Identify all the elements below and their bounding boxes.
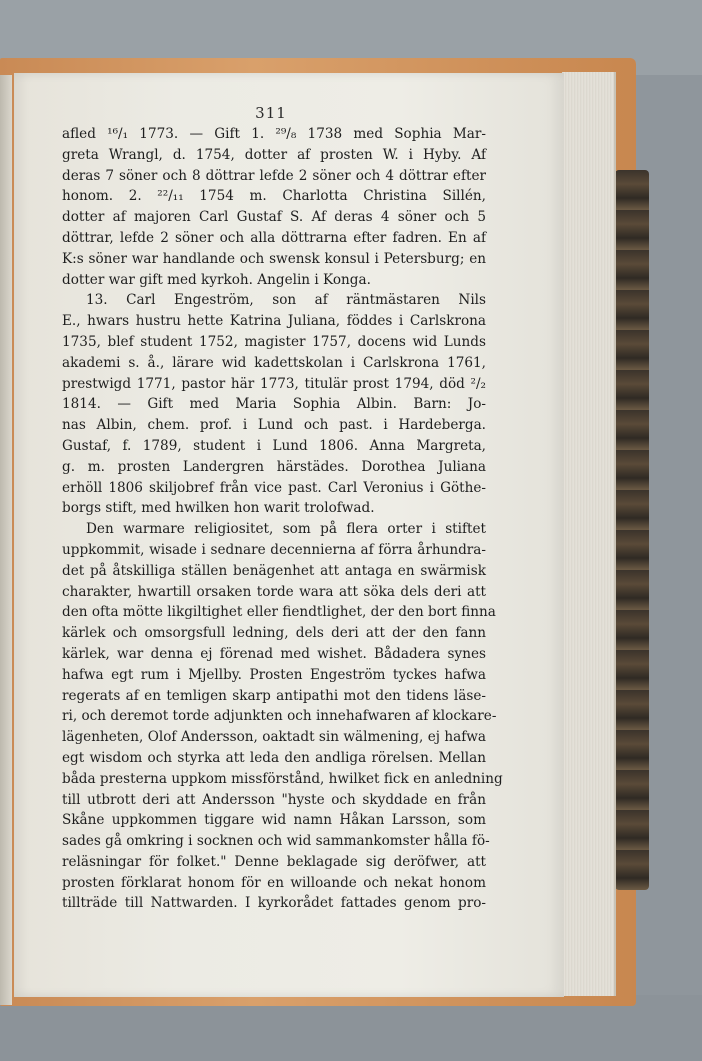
text-line: sades gå omkring i socknen och wid sammankomster hålla fö- [62, 833, 490, 850]
text-line: den ofta mötte likgiltighet eller fiendtlighet, der den bort finna [62, 604, 496, 621]
text-line: Gustaf, f. 1789, student i Lund 1806. Anna Margreta, [62, 437, 486, 454]
text-line: charakter, hwartill orsaken torde wara att söka dels deri att [62, 583, 486, 600]
text-line: hafwa egt rum i Mjellby. Prosten Engeström tyckes hafwa [62, 666, 486, 683]
text-line: g. m. prosten Landergren härstädes. Dorothea Juliana [62, 458, 486, 475]
text-line: dotter war gift med kyrkoh. Angelin i Konga. [62, 271, 371, 288]
text-line: erhöll 1806 skiljobref från vice past. Carl Veronius i Göthe- [62, 479, 486, 496]
text-line: kärlek, war denna ej förenad med wishet. Bådadera synes [62, 645, 486, 662]
text-line: ri, och deremot torde adjunkten och innehafwaren af klockare- [62, 708, 497, 725]
text-line: greta Wrangl, d. 1754, dotter af prosten W. i Hyby. Af [62, 146, 486, 163]
text-line: borgs stift, med hwilken hon warit trolofwad. [62, 500, 375, 517]
text-line: 13. Carl Engeström, son af räntmästaren Nils [86, 292, 486, 309]
text-line: deras 7 söner och 8 döttrar lefde 2 söner och 4 döttrar efter [62, 167, 486, 184]
marbled-edge [615, 170, 649, 890]
text-line: nas Albin, chem. prof. i Lund och past. i Hardeberga. [62, 417, 486, 434]
text-line: lägenheten, Olof Andersson, oaktadt sin wälmening, ej hafwa [62, 729, 486, 746]
text-line: regerats af en temligen skarp antipathi mot den tidens läse- [62, 687, 486, 704]
left-page-edge [0, 75, 12, 1005]
text-line: Den warmare religiositet, som på flera orter i stiftet [86, 521, 486, 538]
text-line: 1814. — Gift med Maria Sophia Albin. Barn: Jo- [62, 396, 486, 413]
text-line: prosten förklarat honom för en willoande och nekat honom [62, 874, 486, 891]
text-line: dotter af majoren Carl Gustaf S. Af deras 4 söner och 5 [62, 209, 486, 226]
text-line: tillträde till Nattwarden. I kyrkorådet fattades genom pro- [62, 895, 486, 912]
text-line: det på åtskilliga ställen benägenhet att antaga en swärmisk [62, 562, 486, 579]
text-line: döttrar, lefde 2 söner och alla döttrarna efter fadren. En af [62, 229, 486, 246]
text-line: till utbrott deri att Andersson "hyste och skyddade en från [62, 791, 486, 808]
text-line: båda presterna uppkom missförstånd, hwilket fick en anledning [62, 770, 503, 787]
text-line: honom. 2. ²²/₁₁ 1754 m. Charlotta Christina Sillén, [62, 188, 486, 205]
page-number: 311 [255, 104, 287, 122]
text-line: akademi s. å., lärare wid kadettskolan i Carlskrona 1761, [62, 354, 486, 371]
text-line: K:s söner war handlande och swensk konsul i Petersburg; en [62, 250, 486, 267]
page-stack-edge [562, 72, 616, 996]
text-line: 1735, blef student 1752, magister 1757, docens wid Lunds [62, 333, 486, 350]
text-line: Skåne uppkommen tiggare wid namn Håkan Larsson, som [62, 812, 486, 829]
page-text [62, 124, 503, 914]
text-line: E., hwars hustru hette Katrina Juliana, föddes i Carlskrona [62, 313, 486, 330]
text-line: afled ¹⁶/₁ 1773. — Gift 1. ²⁹/₈ 1738 med Sophia Mar- [62, 126, 486, 142]
text-line: reläsningar för folket." Denne beklagade sig deröfwer, att [62, 853, 486, 870]
text-line: kärlek och omsorgsfull ledning, dels deri att der den fann [62, 625, 486, 642]
text-line: egt wisdom och styrka att leda den andliga rörelsen. Mellan [62, 749, 486, 766]
text-line: prestwigd 1771, pastor här 1773, titulär prost 1794, död ²/₂ [62, 375, 486, 392]
text-line: uppkommit, wisade i sednare decennierna af förra århundra- [62, 541, 486, 558]
